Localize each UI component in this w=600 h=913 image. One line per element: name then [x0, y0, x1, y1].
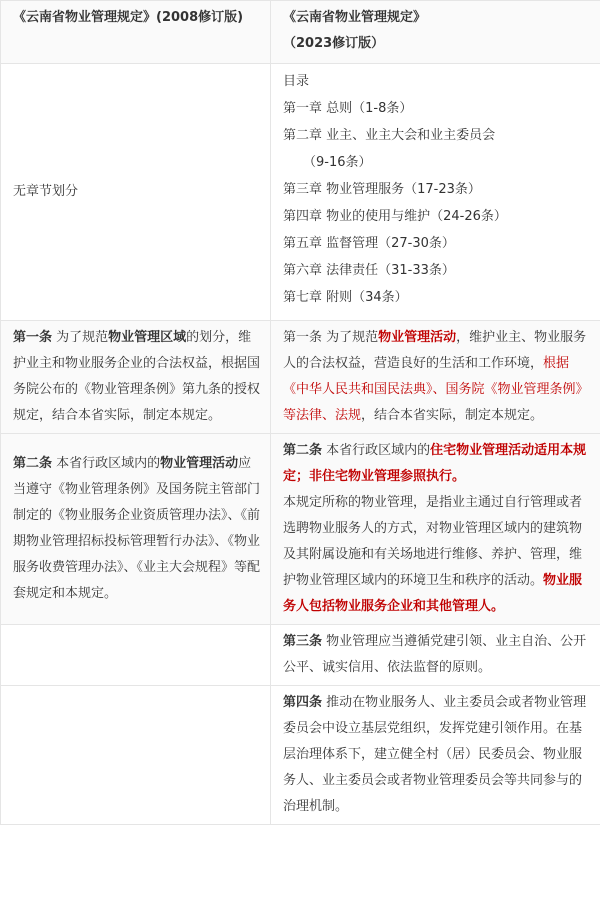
table-row-article-4: [1, 686, 600, 825]
article-text: 本省行政区域内的: [322, 443, 431, 458]
table-row-article-1: [1, 321, 600, 434]
table-row-toc: [1, 64, 600, 321]
article-text: 第一条 为了规范: [283, 330, 379, 345]
article-1-old: [1, 321, 271, 434]
article-text: 物业管理应当遵循党建引领、业主自治、公开公平、诚实信用、依法监督的原则。: [283, 634, 587, 675]
article-text: ，维护业主、物业服务人的合法权益，营造良好的生活和工作环境，: [283, 330, 587, 371]
article-bold-text: 物业管理活动: [160, 456, 239, 471]
toc-right-cell: [271, 64, 600, 321]
article-text: 推动在物业服务人、业主委员会或者物业管理委员会中设立基层党组织，发挥党建引领作用。在基层治理体系下，建立健全村（居）民委员会、物业服务人、业主委员会或者物业管理委员会等共同参与的治理机制。: [283, 695, 587, 814]
changed-text: 根据《中华人民共和国民法典》、国务院《物业管理条例》等法律、法规: [283, 356, 589, 423]
article-text: 应当遵守《物业管理条例》及国务院主管部门制定的《物业服务企业资质管理办法》、《前期物业管理招标投标管理暂行办法》、《物业服务收费管理办法》、《业主大会规程》等配套规定和本规定。: [13, 456, 261, 601]
article-3-new: [271, 625, 600, 686]
changed-text: 物业管理活动: [378, 330, 457, 345]
table-row-article-3: [1, 625, 600, 686]
article-2-old: [1, 434, 271, 625]
article-4-new: [271, 686, 600, 825]
toc-item: 第五章 监督管理（27-30条）: [283, 236, 455, 251]
article-title: 第二条: [283, 443, 323, 458]
article-title: 第三条: [283, 634, 323, 649]
article-2-new: [271, 434, 600, 625]
header-left: [1, 1, 271, 64]
header-right: [271, 1, 600, 64]
article-4-old: [1, 686, 271, 825]
article-text: 的划分，维护业主和物业服务企业的合法权益，根据国务院公布的《物业管理条例》第九条的授权规定，结合本省实际，制定本规定。: [13, 330, 261, 423]
article-3-old: [1, 625, 271, 686]
article-1-new: [271, 321, 600, 434]
toc-item: 第一章 总则（1-8条）: [283, 101, 413, 116]
table-header-row: [1, 1, 600, 64]
article-text: 本规定所称的物业管理，是指业主通过自行管理或者选聘物业服务人的方式，对物业管理区域内的建筑物及其附属设施和有关场地进行维修、养护、管理，维护物业管理区域内的环境卫生和秩序的活动。: [283, 495, 583, 588]
toc-item: 第四章 物业的使用与维护（24-26条）: [283, 209, 507, 224]
article-title: 第二条: [13, 456, 53, 471]
toc-item: 目录: [283, 74, 310, 89]
toc-left-cell: [1, 64, 271, 321]
header-right-line1: 《云南省物业管理规定》: [283, 10, 427, 25]
toc-item: 第六章 法律责任（31-33条）: [283, 263, 455, 278]
toc-item: （9-16条）: [303, 155, 372, 170]
article-text: 为了规范: [52, 330, 109, 345]
changed-text: 住宅物业管理活动适用本规定；非住宅物业管理参照执行。: [283, 443, 587, 484]
toc-item: 第三章 物业管理服务（17-23条）: [283, 182, 481, 197]
article-title: 第四条: [283, 695, 323, 710]
no-chapter-text: 无章节划分: [13, 184, 79, 199]
changed-text: 物业服务人包括物业服务企业和其他管理人。: [283, 573, 583, 614]
header-left-text: 《云南省物业管理规定》(2008修订版): [13, 10, 244, 25]
table-row-article-2: [1, 434, 600, 625]
article-text: ，结合本省实际，制定本规定。: [361, 408, 544, 423]
toc-item: 第二章 业主、业主大会和业主委员会: [283, 128, 496, 143]
article-bold-text: 物业管理区域: [108, 330, 187, 345]
toc-item: 第七章 附则（34条）: [283, 290, 408, 305]
article-title: 第一条: [13, 330, 53, 345]
article-text: 本省行政区域内的: [52, 456, 161, 471]
header-right-line2: （2023修订版）: [283, 36, 385, 51]
